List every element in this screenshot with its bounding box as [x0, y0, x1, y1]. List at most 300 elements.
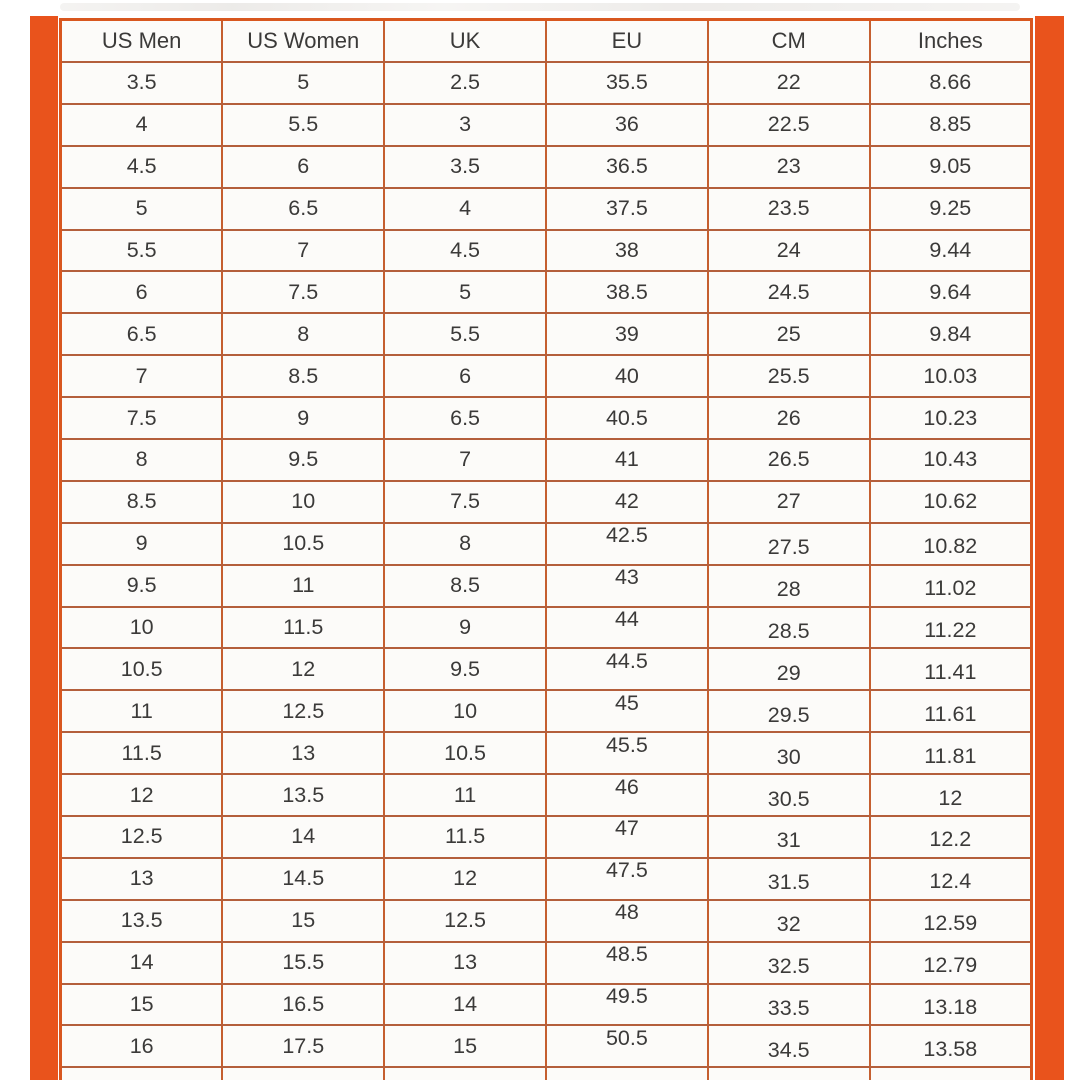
- cell-value: 17.5: [282, 1033, 325, 1058]
- cell-us-men: [61, 481, 223, 523]
- cell-us-men: [61, 313, 223, 355]
- cell-value: 22: [776, 70, 801, 95]
- cell-value: 11.02: [924, 576, 977, 601]
- cell-value: 12.4: [929, 869, 972, 894]
- cell-value: 41: [614, 447, 639, 472]
- cell-inches: [870, 313, 1032, 355]
- cell-us-men: [61, 858, 223, 900]
- cell-value: 10.5: [282, 531, 325, 556]
- cell-uk: [384, 355, 546, 397]
- cell-cm: [708, 397, 870, 439]
- cell-us-women: [222, 313, 384, 355]
- cell-eu: [546, 1025, 708, 1067]
- cell-inches: [870, 271, 1032, 313]
- cell-value: 8.5: [450, 573, 481, 598]
- cell-us-men: [61, 439, 223, 481]
- cell-inches: [870, 1025, 1032, 1067]
- cell-eu: [546, 648, 708, 690]
- cell-inches: [870, 942, 1032, 984]
- cell-cm: [708, 188, 870, 230]
- cell-value: 9.5: [288, 447, 319, 472]
- cell-value: 6.5: [126, 321, 157, 346]
- cell-cm: [708, 313, 870, 355]
- cell-value: 11: [292, 573, 315, 598]
- table-row: [61, 271, 1032, 313]
- cell-inches: [870, 62, 1032, 104]
- cell-value: 11: [130, 698, 153, 723]
- cell-value: 9.5: [126, 573, 157, 598]
- cell-value: 7: [135, 363, 148, 388]
- cell-us-men: [61, 900, 223, 942]
- cell-eu: [546, 732, 708, 774]
- cell-value: 4.5: [450, 238, 481, 262]
- cell-value: 5.5: [288, 112, 319, 137]
- cell-inches: [870, 355, 1032, 397]
- cell-eu: [546, 984, 708, 1026]
- cell-us-women: [222, 523, 384, 565]
- cell-uk: [384, 565, 546, 607]
- cell-value: 5: [135, 196, 148, 221]
- cell-value: 13: [453, 950, 478, 975]
- cell-inches: [870, 984, 1032, 1026]
- cell-value: 34.5: [767, 1037, 810, 1062]
- cell-value: 2.5: [450, 70, 481, 95]
- cell-eu: [546, 942, 708, 984]
- cell-us-women: [222, 481, 384, 523]
- cell-value: 40.5: [605, 405, 648, 430]
- cell-value: 9.05: [929, 154, 972, 179]
- cell-value: 11: [453, 782, 477, 807]
- cell-value: 44: [614, 607, 639, 632]
- cell-us-women: [222, 774, 384, 816]
- cell-value: 12.5: [444, 908, 486, 933]
- cell-value: 9.84: [929, 321, 972, 346]
- column-header-us-women: US Women: [222, 20, 384, 63]
- cell-value: 28.5: [767, 619, 810, 644]
- column-header-uk: UK: [384, 20, 546, 63]
- cell-us-men: [61, 271, 223, 313]
- cell-uk: [384, 774, 546, 816]
- cell-value: 40: [614, 363, 639, 388]
- cell-uk: [384, 732, 546, 774]
- cell-value: 5.5: [450, 321, 481, 346]
- cell-uk: [384, 146, 546, 188]
- cell-value: 15: [453, 1033, 478, 1058]
- empty-cell: [546, 1067, 708, 1080]
- cell-value: 11.5: [121, 740, 162, 765]
- cell-inches: [870, 900, 1032, 942]
- cell-inches: [870, 146, 1032, 188]
- cell-inches: [870, 104, 1032, 146]
- shoe-size-conversion-table: [59, 18, 1033, 1080]
- cell-eu: [546, 439, 708, 481]
- cell-us-men: [61, 355, 223, 397]
- cell-us-men: [61, 62, 223, 104]
- cell-value: 8.66: [929, 70, 972, 95]
- cell-us-men: [61, 690, 223, 732]
- cell-us-men: [61, 732, 223, 774]
- cell-value: 32: [776, 912, 801, 937]
- cell-eu: [546, 607, 708, 649]
- cell-cm: [708, 62, 870, 104]
- cell-value: 9.25: [929, 196, 972, 221]
- cell-us-men: [61, 397, 223, 439]
- cell-value: 25: [776, 321, 801, 346]
- empty-cell: [384, 1067, 546, 1080]
- cell-value: 27: [776, 489, 801, 514]
- table-row: [61, 62, 1032, 104]
- cell-uk: [384, 648, 546, 690]
- cell-value: 10.03: [923, 363, 978, 388]
- column-header-us-men: US Men: [61, 20, 223, 63]
- table-row: [61, 313, 1032, 355]
- cell-cm: [708, 230, 870, 272]
- cell-cm: [708, 523, 870, 565]
- cell-us-men: [61, 1025, 223, 1067]
- cell-value: 33.5: [767, 996, 810, 1021]
- cell-value: 39: [614, 321, 639, 346]
- cell-eu: [546, 271, 708, 313]
- cell-value: 28: [776, 577, 801, 602]
- cell-cm: [708, 104, 870, 146]
- cell-us-men: [61, 146, 223, 188]
- cell-cm: [708, 648, 870, 690]
- cell-eu: [546, 816, 708, 858]
- cell-value: 8: [459, 531, 472, 556]
- cell-value: 10: [291, 489, 316, 514]
- table-row: [61, 230, 1032, 272]
- cell-value: 45.5: [605, 732, 648, 757]
- cell-value: 32.5: [767, 954, 810, 979]
- cell-value: 49.5: [605, 984, 648, 1009]
- cell-value: 26: [776, 405, 801, 430]
- cell-value: 42: [614, 489, 639, 514]
- cell-cm: [708, 271, 870, 313]
- cell-value: 38: [614, 238, 639, 262]
- cell-cm: [708, 774, 870, 816]
- cell-us-women: [222, 62, 384, 104]
- cell-us-men: [61, 774, 223, 816]
- cell-cm: [708, 942, 870, 984]
- cell-value: 9: [459, 615, 472, 640]
- cell-uk: [384, 62, 546, 104]
- cell-uk: [384, 523, 546, 565]
- cell-uk: [384, 439, 546, 481]
- cell-inches: [870, 523, 1032, 565]
- cell-cm: [708, 439, 870, 481]
- cell-value: 6.5: [288, 196, 319, 221]
- cell-value: 12: [453, 866, 478, 891]
- cell-value: 25.5: [767, 363, 810, 388]
- cell-eu: [546, 523, 708, 565]
- cell-value: 46: [614, 774, 639, 799]
- cell-value: 50.5: [605, 1025, 648, 1050]
- cell-inches: [870, 439, 1032, 481]
- cell-value: 22.5: [767, 112, 810, 137]
- cell-value: 10.62: [923, 489, 978, 514]
- table-row: [61, 984, 1032, 1026]
- table-row: [61, 397, 1032, 439]
- table-row: [61, 1025, 1032, 1067]
- cell-value: 13: [291, 740, 316, 765]
- cell-us-women: [222, 732, 384, 774]
- cell-value: 47: [614, 816, 639, 841]
- cell-value: 10: [453, 698, 478, 723]
- cell-us-women: [222, 900, 384, 942]
- cell-inches: [870, 816, 1032, 858]
- cell-us-men: [61, 648, 223, 690]
- cell-inches: [870, 481, 1032, 523]
- cell-eu: [546, 481, 708, 523]
- cell-us-women: [222, 858, 384, 900]
- cell-us-men: [61, 230, 223, 272]
- cell-value: 11.5: [283, 615, 324, 640]
- cell-value: 24.5: [767, 279, 810, 304]
- cell-value: 9: [297, 405, 310, 430]
- cell-value: 48: [614, 900, 639, 925]
- cell-value: 43: [614, 565, 639, 590]
- table-row: [61, 942, 1032, 984]
- cell-us-women: [222, 816, 384, 858]
- cell-uk: [384, 397, 546, 439]
- cell-cm: [708, 690, 870, 732]
- cell-inches: [870, 858, 1032, 900]
- cell-us-women: [222, 648, 384, 690]
- cell-uk: [384, 313, 546, 355]
- cell-inches: [870, 607, 1032, 649]
- cell-value: 29: [776, 660, 801, 685]
- cell-us-women: [222, 984, 384, 1026]
- cell-us-women: [222, 146, 384, 188]
- left-accent-bar: [30, 16, 58, 1080]
- table-row: [61, 481, 1032, 523]
- cell-value: 6: [135, 279, 148, 304]
- cell-us-women: [222, 230, 384, 272]
- cell-value: 9.44: [929, 238, 972, 262]
- cell-value: 13: [129, 866, 154, 891]
- cell-cm: [708, 858, 870, 900]
- column-header-eu: EU: [546, 20, 708, 63]
- cell-value: 10.5: [444, 740, 486, 765]
- cell-value: 9: [135, 531, 148, 556]
- cell-value: 30.5: [767, 786, 810, 811]
- cell-value: 35.5: [605, 70, 648, 95]
- cell-cm: [708, 816, 870, 858]
- cell-value: 15: [129, 992, 154, 1017]
- cell-uk: [384, 942, 546, 984]
- cell-eu: [546, 397, 708, 439]
- cell-cm: [708, 146, 870, 188]
- cell-value: 12.5: [282, 698, 325, 723]
- cell-value: 9.5: [450, 656, 481, 681]
- cell-value: 11.5: [444, 824, 486, 849]
- cell-cm: [708, 900, 870, 942]
- cell-inches: [870, 732, 1032, 774]
- cell-value: 12.59: [923, 911, 978, 936]
- cell-value: 7: [297, 238, 310, 262]
- cell-uk: [384, 188, 546, 230]
- column-header-cm: CM: [708, 20, 870, 63]
- cell-uk: [384, 900, 546, 942]
- cell-value: 12.79: [923, 953, 978, 978]
- cell-value: 36: [614, 112, 639, 137]
- table-row: [61, 816, 1032, 858]
- cell-uk: [384, 858, 546, 900]
- cell-eu: [546, 104, 708, 146]
- top-edge-artifact: [60, 3, 1020, 11]
- empty-cell: [61, 1067, 223, 1080]
- cell-value: 8.5: [126, 489, 157, 514]
- cell-cm: [708, 984, 870, 1026]
- cell-eu: [546, 146, 708, 188]
- cell-us-women: [222, 942, 384, 984]
- cell-value: 4: [459, 196, 472, 221]
- cell-value: 12.2: [929, 827, 972, 852]
- cell-value: 10.43: [923, 447, 978, 472]
- cell-value: 3.5: [450, 154, 481, 179]
- cell-eu: [546, 774, 708, 816]
- cell-us-men: [61, 188, 223, 230]
- cell-inches: [870, 690, 1032, 732]
- cell-value: 6: [459, 363, 472, 388]
- cell-uk: [384, 481, 546, 523]
- cell-value: 16.5: [282, 992, 325, 1017]
- cell-eu: [546, 230, 708, 272]
- cell-us-men: [61, 816, 223, 858]
- cell-value: 14.5: [282, 866, 325, 891]
- cell-uk: [384, 816, 546, 858]
- cell-value: 7: [459, 447, 472, 472]
- cell-uk: [384, 690, 546, 732]
- empty-cell: [708, 1067, 870, 1080]
- cell-value: 11.81: [924, 743, 977, 768]
- cell-value: 12: [938, 785, 963, 810]
- cell-value: 3: [459, 112, 472, 137]
- cell-value: 15: [291, 908, 316, 933]
- cell-value: 14: [129, 950, 154, 975]
- cell-value: 5.5: [126, 238, 157, 262]
- cell-us-men: [61, 942, 223, 984]
- table-row: [61, 732, 1032, 774]
- cell-value: 5: [459, 279, 472, 304]
- cell-inches: [870, 648, 1032, 690]
- table-row: [61, 104, 1032, 146]
- cell-value: 8.5: [288, 363, 319, 388]
- cell-us-women: [222, 439, 384, 481]
- cell-value: 29.5: [767, 702, 810, 727]
- cell-uk: [384, 271, 546, 313]
- cell-value: 13.18: [923, 995, 978, 1020]
- cell-value: 45: [614, 690, 639, 715]
- cell-us-women: [222, 1025, 384, 1067]
- cell-eu: [546, 355, 708, 397]
- partial-clipped-row: [61, 1067, 1032, 1080]
- cell-value: 8: [297, 321, 310, 346]
- cell-value: 3.5: [126, 70, 157, 95]
- cell-value: 24: [776, 238, 801, 262]
- cell-us-men: [61, 984, 223, 1026]
- cell-eu: [546, 313, 708, 355]
- cell-value: 48.5: [605, 942, 648, 967]
- cell-eu: [546, 858, 708, 900]
- table-row: [61, 607, 1032, 649]
- cell-us-women: [222, 188, 384, 230]
- cell-inches: [870, 774, 1032, 816]
- cell-value: 26.5: [767, 447, 810, 472]
- cell-value: 12: [129, 782, 154, 807]
- table-row: [61, 690, 1032, 732]
- cell-cm: [708, 607, 870, 649]
- cell-value: 4.5: [126, 154, 157, 179]
- size-table: [59, 18, 1033, 1080]
- cell-cm: [708, 355, 870, 397]
- right-accent-bar: [1035, 16, 1064, 1080]
- cell-eu: [546, 188, 708, 230]
- cell-value: 37.5: [605, 196, 648, 221]
- cell-value: 7.5: [288, 279, 319, 304]
- cell-value: 10: [129, 615, 154, 640]
- cell-value: 27.5: [767, 535, 810, 560]
- cell-value: 9.64: [929, 279, 972, 304]
- empty-cell: [870, 1067, 1032, 1080]
- cell-value: 31: [776, 828, 801, 853]
- table-row: [61, 774, 1032, 816]
- cell-value: 11.41: [924, 659, 977, 684]
- cell-value: 8.85: [929, 112, 972, 137]
- cell-value: 7.5: [450, 489, 481, 514]
- table-row: [61, 565, 1032, 607]
- cell-us-women: [222, 355, 384, 397]
- cell-value: 16: [129, 1033, 154, 1058]
- cell-us-men: [61, 104, 223, 146]
- cell-value: 38.5: [605, 279, 648, 304]
- cell-us-men: [61, 523, 223, 565]
- cell-value: 47.5: [605, 858, 648, 883]
- table-row: [61, 355, 1032, 397]
- cell-value: 13.5: [282, 782, 325, 807]
- cell-value: 42.5: [605, 523, 648, 548]
- table-row: [61, 858, 1032, 900]
- empty-cell: [222, 1067, 384, 1080]
- cell-value: 11.22: [924, 618, 977, 643]
- cell-value: 10.23: [923, 405, 978, 430]
- cell-us-women: [222, 271, 384, 313]
- cell-value: 15.5: [282, 950, 325, 975]
- cell-value: 23: [776, 154, 801, 179]
- table-row: [61, 188, 1032, 230]
- cell-uk: [384, 1025, 546, 1067]
- cell-value: 8: [135, 447, 148, 472]
- cell-us-women: [222, 690, 384, 732]
- cell-value: 14: [453, 992, 478, 1017]
- cell-value: 6.5: [450, 405, 481, 430]
- cell-inches: [870, 230, 1032, 272]
- table-row: [61, 439, 1032, 481]
- table-row: [61, 146, 1032, 188]
- cell-us-women: [222, 565, 384, 607]
- cell-value: 31.5: [767, 870, 810, 895]
- cell-value: 13.58: [923, 1036, 978, 1061]
- cell-value: 36.5: [605, 154, 648, 179]
- cell-uk: [384, 104, 546, 146]
- cell-value: 10.5: [120, 656, 163, 681]
- cell-inches: [870, 397, 1032, 439]
- cell-cm: [708, 481, 870, 523]
- column-header-inches: Inches: [870, 20, 1032, 63]
- cell-us-women: [222, 104, 384, 146]
- cell-us-women: [222, 607, 384, 649]
- cell-value: 11.61: [924, 701, 977, 726]
